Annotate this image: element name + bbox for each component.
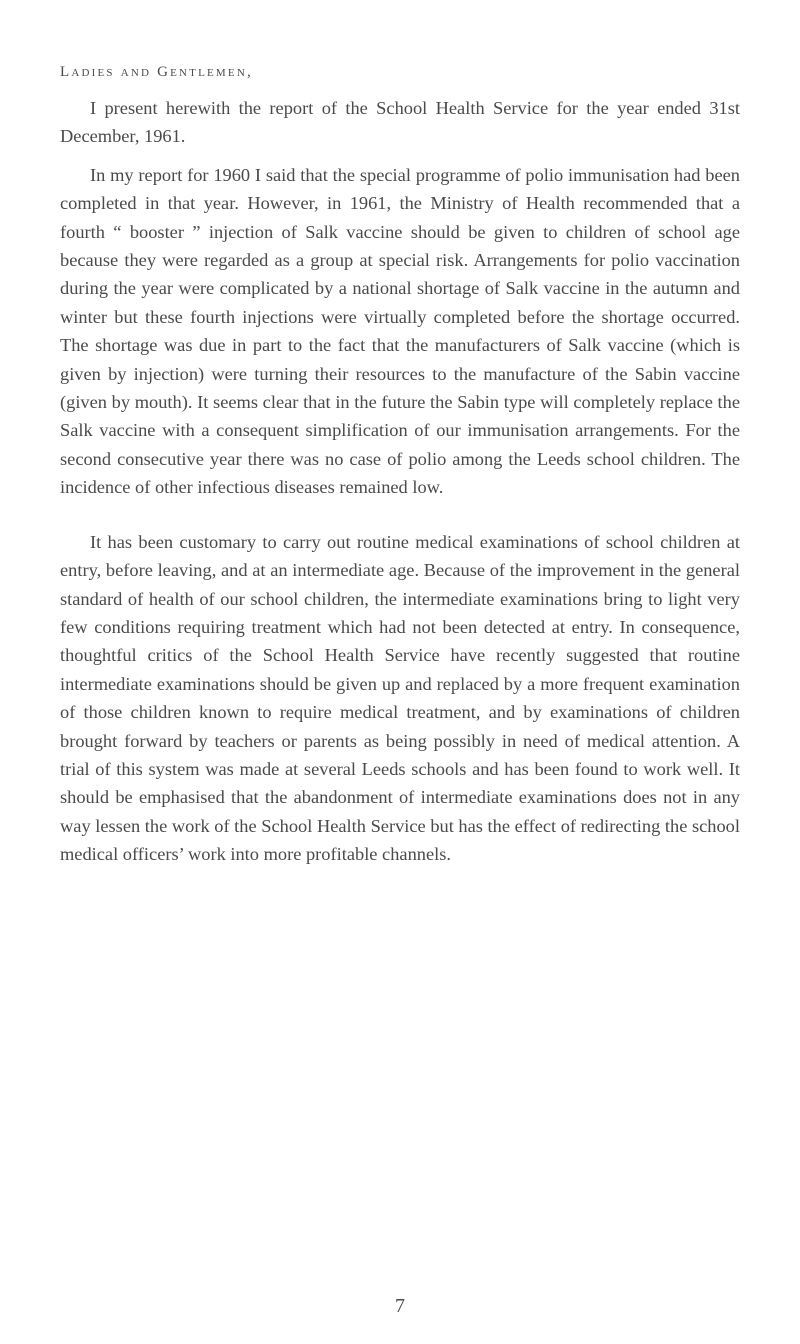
page-number: 7	[395, 1295, 405, 1317]
paragraph-intro: I present herewith the report of the School Health Service for the year ended 31st December, 1961.	[60, 98, 740, 147]
salutation: Ladies and Gentlemen,	[60, 64, 253, 80]
document-page	[60, 58, 740, 869]
paragraph-medical-examinations: It has been customary to carry out routine medical examinations of school children at entry, before leaving, and at an intermediate age. Because of the improvement in the general standard of health of our school children, the intermediate examinations bring to light very few conditions requiring treatment which had not been detected at entry. In consequence, thoughtful critics of the School Health Service have recently suggested that routine intermediate examinations should be given up and replaced by a more frequent examination of those children known to require medical treatment, and by examinations of children brought forward by teachers or parents as being possibly in need of medical attention. A trial of this system was made at several Leeds schools and has been found to work well. It should be emphasised that the abandonment of intermediate examinations does not in any way lessen the work of the School Health Service but has the effect of redirecting the school medical officers’ work into more profitable channels.	[60, 531, 740, 865]
paragraph-polio-immunisation: In my report for 1960 I said that the special programme of polio immunisation had been completed in that year. However, in 1961, the Ministry of Health recommended that a fourth “ booster ” injection of Salk vaccine should be given to children of school age because they were regarded as a group at special risk. Arrangements for polio vaccination during the year were complicated by a national shortage of Salk vaccine in the autumn and winter but these fourth injections were virtually completed before the shortage occurred. The shortage was due in part to the fact that the manufacturers of Salk vaccine (which is given by injection) were turning their resources to the manufacture of the Sabin vaccine (given by mouth). It seems clear that in the future the Sabin type will completely replace the Salk vaccine with a consequent simplification of our immunisation arrangements. For the second consecutive year there was no case of polio among the Leeds school children. The incidence of other infectious diseases remained low.	[60, 164, 740, 498]
